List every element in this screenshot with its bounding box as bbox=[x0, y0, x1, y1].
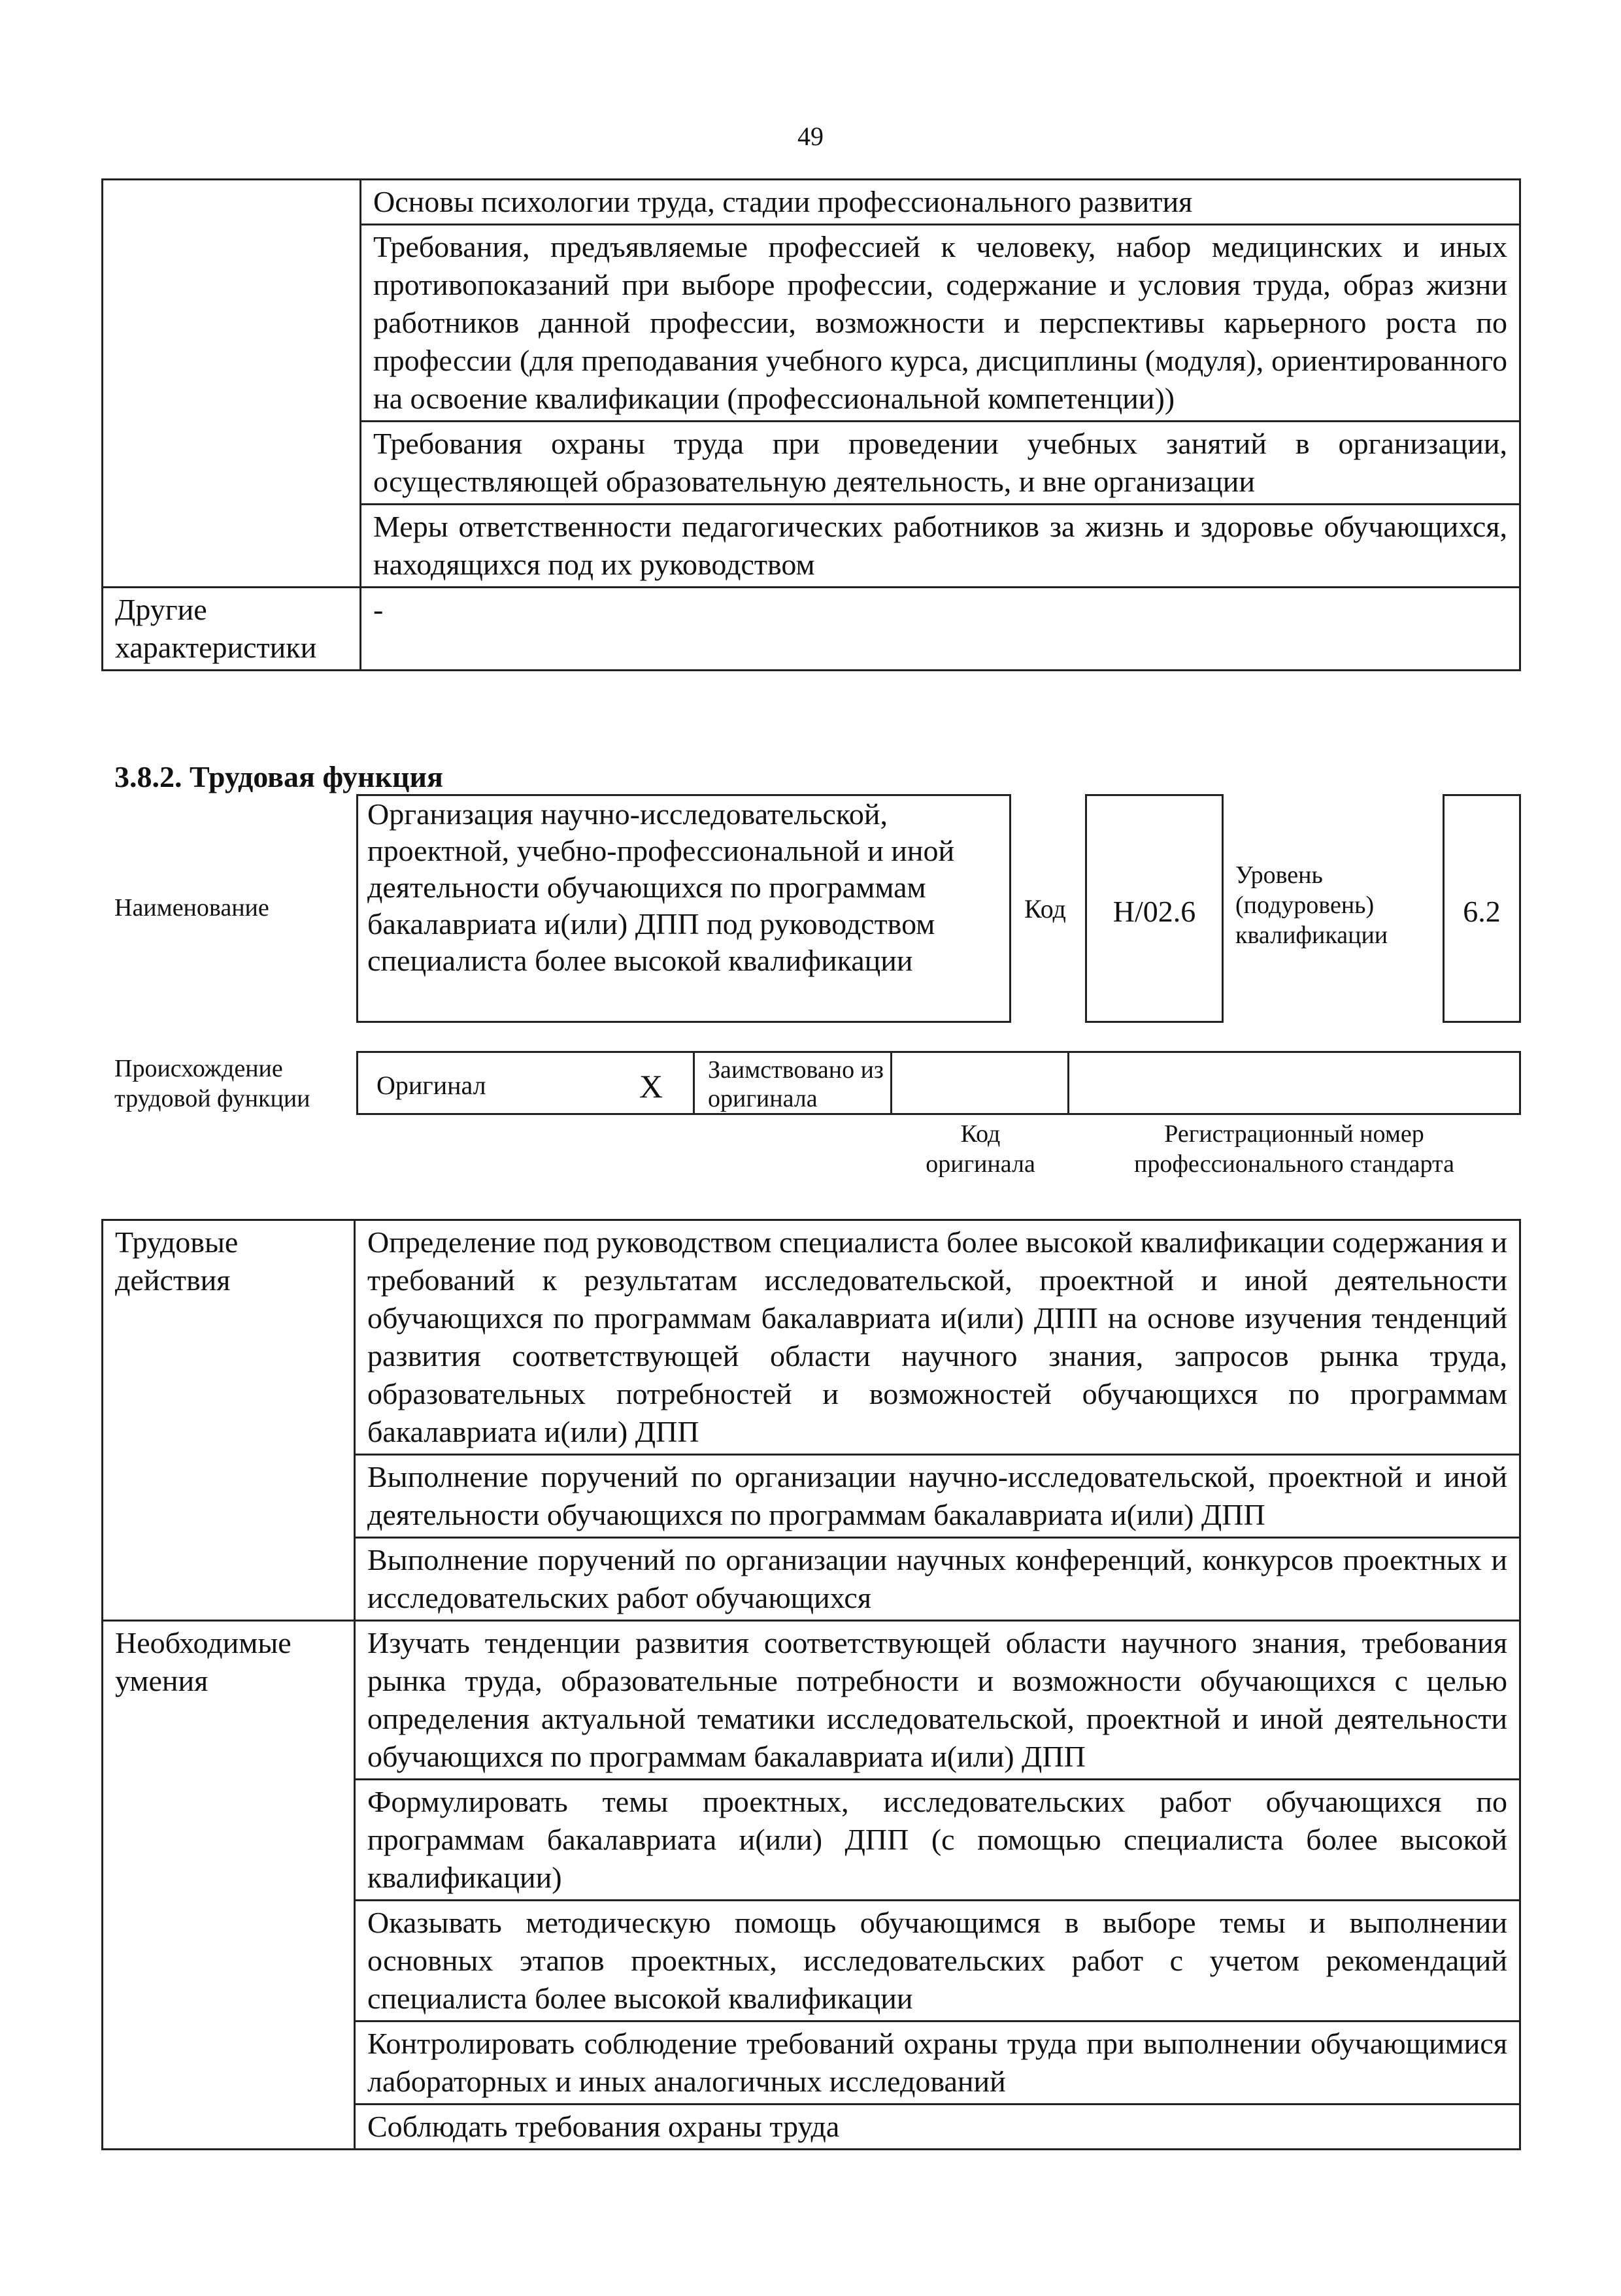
labor-actions-label: Трудовые действия bbox=[103, 1220, 355, 1621]
original-code-caption: Код оригинала bbox=[926, 1120, 1035, 1178]
function-name-value: Организация научно-исследовательской, проектной, учебно-профессиональной и иной деятельности обучающихся по программам бакалавриата и(или) ДПП под руководством специалиста более высокой квалификации bbox=[367, 797, 955, 977]
skill-item: Оказывать методическую помощь обучающимся в выборе темы и выполнении основных этапов проектных, исследовательских работ с учетом рекомендаций специалиста более высокой квалификации bbox=[355, 1901, 1520, 2021]
labor-action-item: Выполнение поручений по организации научно-исследовательской, проектной и иной деятельности обучающихся по программам бакалавриата и(или) ДПП bbox=[355, 1455, 1520, 1538]
original-code-box bbox=[890, 1051, 1069, 1115]
original-label: Оригинал bbox=[376, 1071, 486, 1100]
labor-action-item: Выполнение поручений по организации научных конференций, конкурсов проектных и исследовательских работ обучающихся bbox=[355, 1538, 1520, 1621]
code-label: Код bbox=[1024, 894, 1066, 923]
borrowed-label: Заимствовано из оригинала bbox=[708, 1056, 884, 1112]
code-value: H/02.6 bbox=[1112, 895, 1196, 928]
other-characteristics-label: Другие характеристики bbox=[103, 588, 361, 671]
skill-item: Формулировать темы проектных, исследовательских работ обучающихся по программам бакалавриата и(или) ДПП (с помощью специалиста более высокой квалификации) bbox=[355, 1780, 1520, 1901]
borrowed-box bbox=[693, 1051, 892, 1115]
name-label: Наименование bbox=[114, 894, 269, 922]
section-heading: 3.8.2. Трудовая функция bbox=[114, 760, 443, 793]
level-value: 6.2 bbox=[1463, 895, 1501, 928]
top-table-row: Основы психологии труда, стадии профессионального развития bbox=[361, 180, 1520, 225]
code-value-box bbox=[1085, 794, 1224, 1023]
top-table-row: Требования, предъявляемые профессией к человеку, набор медицинских и иных противопоказаний при выборе профессии, содержание и условия труда, образ жизни работников данной профессии, возможности и перспективы карьерного роста по профессии (для преподавания учебного курса, дисциплины (модуля), ориентированного на освоение квалификации (профессиональной компетенции)) bbox=[361, 225, 1520, 422]
labor-action-item: Определение под руководством специалиста более высокой квалификации содержания и требований к результатам исследовательской, проектной и иной деятельности обучающихся по программам бакалавриата и(или) ДПП на основе изучения тенденций развития соответствующей области научного знания, запросов рынка труда, образовательных потребностей и возможностей обучающихся по программам бакалавриата и(или) ДПП bbox=[355, 1220, 1520, 1455]
origin-label: Происхождение трудовой функции bbox=[114, 1055, 310, 1112]
top-table-row: Требования охраны труда при проведении учебных занятий в организации, осуществляющей образовательную деятельность, и вне организации bbox=[361, 422, 1520, 505]
skill-item: Контролировать соблюдение требований охраны труда при выполнении обучающимися лабораторных и иных аналогичных исследований bbox=[355, 2021, 1520, 2105]
top-table bbox=[101, 178, 1521, 671]
required-skills-label: Необходимые умения bbox=[103, 1621, 355, 2150]
original-mark: X bbox=[639, 1068, 663, 1105]
top-table-row: Меры ответственности педагогических работников за жизнь и здоровье обучающихся, находящихся под их руководством bbox=[361, 505, 1520, 588]
level-label: Уровень (подуровень) квалификации bbox=[1235, 861, 1388, 949]
level-value-box bbox=[1443, 794, 1521, 1023]
original-box bbox=[356, 1051, 695, 1115]
other-characteristics-value: - bbox=[361, 588, 1520, 671]
skill-item: Соблюдать требования охраны труда bbox=[355, 2105, 1520, 2150]
skill-item: Изучать тенденции развития соответствующей области научного знания, требования рынка труда, образовательные потребности и возможности обучающихся с целью определения актуальной тематики исследовательской, проектной и иной деятельности обучающихся по программам бакалавриата и(или) ДПП bbox=[355, 1621, 1520, 1780]
registration-number-caption: Регистрационный номер профессионального стандарта bbox=[1134, 1120, 1454, 1178]
function-name-box bbox=[356, 794, 1011, 1023]
page-number: 49 bbox=[797, 122, 824, 151]
registration-number-box bbox=[1067, 1051, 1521, 1115]
top-table-label-cell bbox=[103, 180, 361, 588]
bottom-table bbox=[101, 1219, 1521, 2150]
